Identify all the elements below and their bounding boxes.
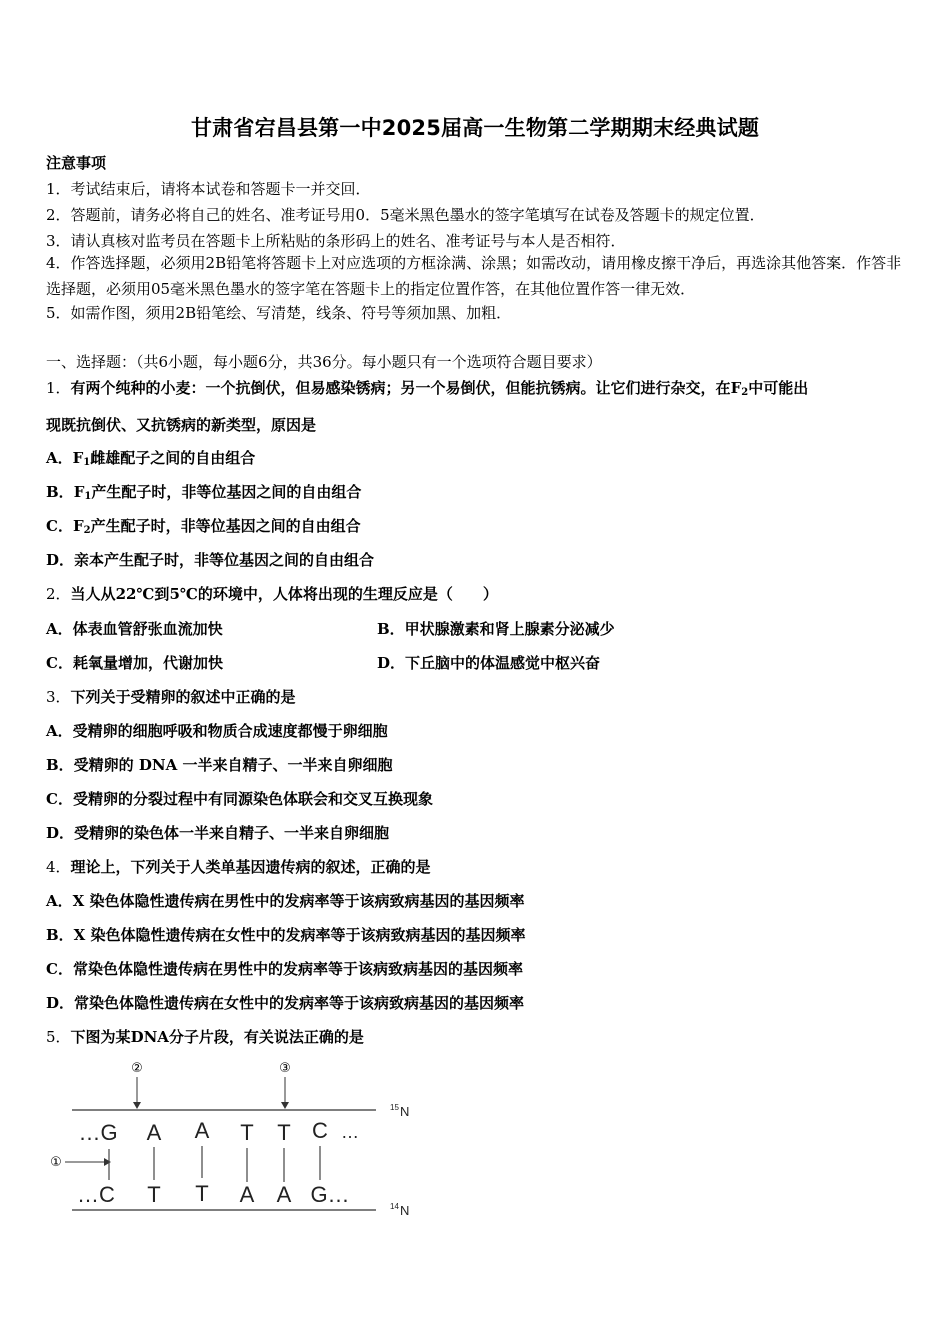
q3-option-b: B．受精卵的 DNA 一半来自精子、一半来自卵细胞 (46, 756, 393, 774)
q1-stem-tail: 中可能出 (748, 379, 809, 397)
q5-number: 5． (46, 1028, 71, 1046)
q2-number: 2． (46, 585, 71, 603)
q3-option-c: C．受精卵的分裂过程中有同源染色体联会和交叉互换现象 (46, 790, 433, 808)
q1-stem-f: F (730, 379, 742, 397)
q2-temp-2: 5℃ (169, 585, 198, 603)
marker-2: ② (131, 1060, 143, 1075)
q2-option-c: C．耗氧量增加，代谢加快 (46, 654, 223, 672)
section-heading: 一、选择题：（共6小题，每小题6分，共36分。每小题只有一个选项符合题目要求） (46, 353, 602, 371)
q5-stem-b: 分子片段，有关说法正确的是 (168, 1028, 364, 1046)
label-bottom: N (400, 1203, 410, 1218)
q1-option-b-label: B． (46, 483, 74, 501)
q1-option-c-label: C． (46, 517, 73, 535)
q1-option-b (46, 481, 361, 502)
q3-number: 3． (46, 688, 71, 706)
top-base-6: C (312, 1118, 328, 1143)
q3-stem-text: 下列关于受精卵的叙述中正确的是 (70, 688, 296, 706)
q4-option-d: D．常染色体隐性遗传病在女性中的发病率等于该病致病基因的基因频率 (46, 994, 525, 1012)
q1-option-b-text: 产生配子时，非等位基因之间的自由组合 (91, 483, 362, 501)
notice-item-5: 5．如需作图，须用2B铅笔绘、写清楚，线条、符号等须加黑、加粗． (46, 304, 512, 322)
q2-option-d: D．下丘脑中的体温感觉中枢兴奋 (377, 654, 601, 672)
q1-option-a-text: 雌雄配子之间的自由组合 (90, 449, 256, 467)
notice-item-2: 2．答题前，请务必将自己的姓名、准考证号用0．5毫米黑色墨水的签字笔填写在试卷及答题卡的规定位置． (46, 206, 765, 224)
q1-option-c-f: F (72, 517, 84, 535)
q1-option-b-sub: 1 (84, 491, 92, 502)
notice-heading: 注意事项 (46, 154, 107, 172)
q3-option-d: D．受精卵的染色体一半来自精子、一半来自卵细胞 (46, 824, 390, 842)
q2-temp-1: 22℃ (115, 585, 155, 603)
q2-stem-a: 当人从 (70, 585, 116, 603)
top-base-5: T (277, 1120, 291, 1145)
bottom-base-3: T (195, 1181, 209, 1206)
q5-dna: DNA (130, 1028, 169, 1046)
q4-stem (46, 856, 431, 877)
q4-option-a: A．X 染色体隐性遗传病在男性中的发病率等于该病致病基因的基因频率 (46, 892, 525, 910)
marker-1-arrowhead (104, 1158, 111, 1166)
q3-stem (46, 686, 296, 707)
q1-option-c-sub: 2 (83, 525, 91, 536)
q1-option-a (46, 447, 255, 468)
page-title: 甘肃省宕昌县第一中2025届高一生物第二学期期末经典试题 (190, 116, 760, 140)
q4-option-c: C．常染色体隐性遗传病在男性中的发病率等于该病致病基因的基因频率 (46, 960, 523, 978)
q2-option-b: B．甲状腺激素和肾上腺素分泌减少 (377, 620, 615, 638)
q1-stem-sub: 2 (741, 387, 749, 398)
q1-stem-text: 有两个纯种的小麦：一个抗倒伏，但易感染锈病；另一个易倒伏，但能抗锈病。让它们进行杂交，在 (70, 379, 731, 397)
dna-diagram (40, 1052, 440, 1227)
q1-option-c-text: 产生配子时，非等位基因之间的自由组合 (90, 517, 361, 535)
q2-stem-c: 的环境中，人体将出现的生理反应是（ ） (197, 585, 498, 603)
top-base-2: A (146, 1120, 162, 1145)
label-bottom-sup: 14 (390, 1202, 399, 1211)
bottom-base-5: A (276, 1182, 292, 1207)
bottom-base-1: …C (77, 1182, 115, 1207)
notice-item-1: 1．考试结束后，请将本试卷和答题卡一并交回． (46, 180, 371, 198)
marker-2-arrowhead (133, 1102, 141, 1109)
q5-stem (46, 1026, 364, 1047)
bottom-base-4: A (239, 1182, 255, 1207)
q1-number: 1． (46, 379, 71, 397)
q3-option-a: A．受精卵的细胞呼吸和物质合成速度都慢于卵细胞 (46, 722, 388, 740)
bottom-base-2: T (147, 1182, 161, 1207)
q4-option-b: B．X 染色体隐性遗传病在女性中的发病率等于该病致病基因的基因频率 (46, 926, 526, 944)
q1-stem (46, 377, 808, 398)
q1-option-d: D．亲本产生配子时，非等位基因之间的自由组合 (46, 551, 375, 569)
top-base-4: T (240, 1120, 254, 1145)
top-base-3: A (194, 1118, 210, 1143)
q5-stem-a: 下图为某 (70, 1028, 131, 1046)
q1-option-c (46, 515, 361, 536)
q4-stem-text: 理论上，下列关于人类单基因遗传病的叙述，正确的是 (70, 858, 431, 876)
notice-item-3: 3．请认真核对监考员在答题卡上所粘贴的条形码上的姓名、准考证号与本人是否相符． (46, 232, 626, 250)
marker-3-arrowhead (281, 1102, 289, 1109)
q1-option-a-f: F (72, 449, 84, 467)
top-base-1: …G (78, 1120, 118, 1145)
notice-item-4: 4．作答选择题，必须用2B铅笔将答题卡上对应选项的方框涂满、涂黑；如需改动，请用橡皮擦干净后，再选涂其他答案．作答非选择题，必须用05毫米黑色墨水的签字笔在答题卡上的指定位置作答，在其他位置作答一律无效． (46, 254, 902, 298)
bottom-base-6: G… (310, 1182, 350, 1207)
q2-stem-b: 到 (154, 585, 170, 603)
q1-option-b-f: F (73, 483, 85, 501)
q1-option-a-label: A． (46, 449, 73, 467)
q1-option-a-sub: 1 (83, 457, 91, 468)
q2-stem (46, 583, 498, 604)
label-top: N (400, 1104, 410, 1119)
q2-option-a: A．体表血管舒张血流加快 (46, 620, 223, 638)
q1-stem-line2: 现既抗倒伏、又抗锈病的新类型，原因是 (46, 416, 317, 434)
marker-1: ① (50, 1154, 62, 1169)
marker-3: ③ (279, 1060, 291, 1075)
label-top-sup: 15 (390, 1103, 399, 1112)
top-base-ellipsis: … (341, 1122, 359, 1142)
q4-number: 4． (46, 858, 71, 876)
